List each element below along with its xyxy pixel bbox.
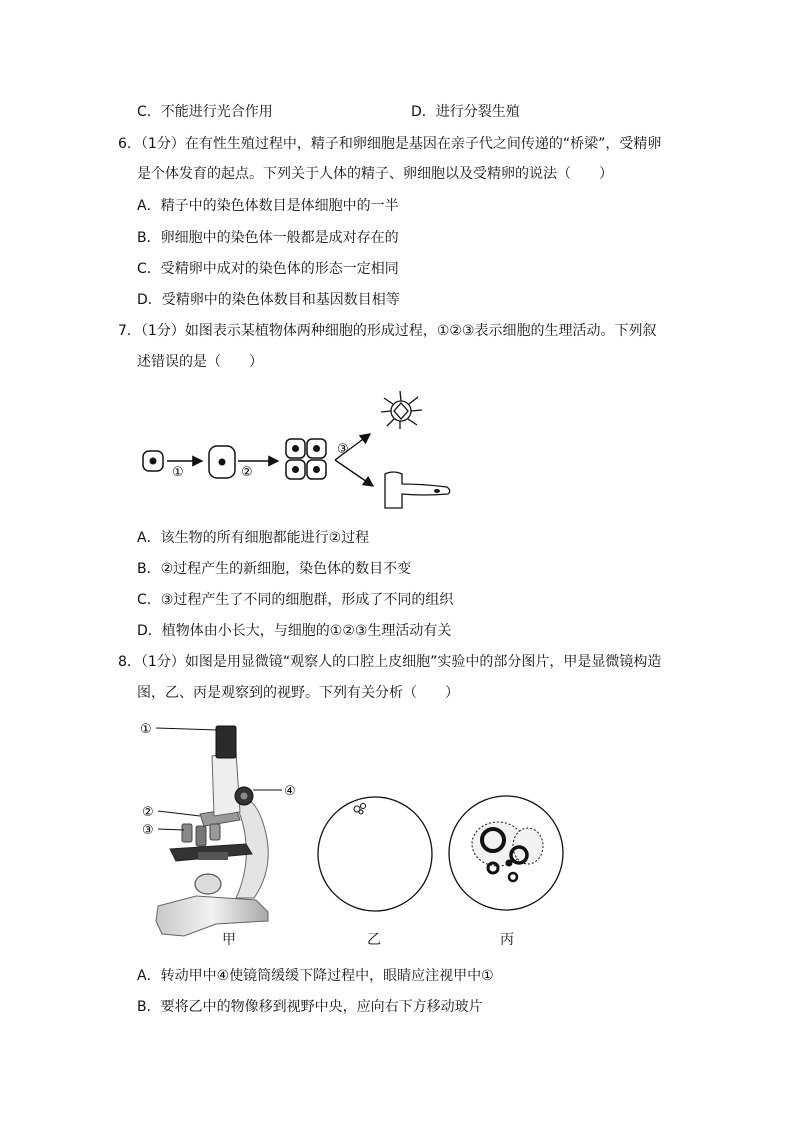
view-yi-field [318,797,432,911]
caption-jia: 甲 [222,932,236,948]
q7-specialized-cell-star [381,391,422,429]
q7-arrow-3-down [335,460,373,486]
microscope-illustration [156,726,282,936]
microscope-label-2: ② [142,805,154,820]
q7-option-b: B．②过程产生的新细胞，染色体的数目不变 [137,561,412,577]
q5-option-d: D．进行分裂生殖 [411,104,520,120]
q8-stem-line2: 图，乙、丙是观察到的视野。下列有关分析（ ） [137,685,459,701]
microscope-label-3: ③ [142,823,154,838]
q7-grown-cell-nucleus [219,459,226,466]
q8-figure [136,716,576,956]
q8-option-b: B．要将乙中的物像移到视野中央，应向右下方移动玻片 [137,999,483,1015]
q6-option-b: B．卵细胞中的染色体一般都是成对存在的 [137,230,399,246]
q8-stem-line1: 8．（1分）如图是用显微镜“观察人的口腔上皮细胞”实验中的部分图片，甲是显微镜构造 [118,654,662,670]
q6-option-c: C．受精卵中成对的染色体的形态一定相同 [137,261,399,277]
q7-step-1-label: ① [172,465,184,480]
q7-step-3-label: ③ [337,442,349,457]
caption-yi: 乙 [367,932,381,948]
microscope-label-4: ④ [284,784,296,799]
q7-option-a: A．该生物的所有细胞都能进行②过程 [137,530,370,546]
caption-bing: 丙 [500,932,514,948]
q5-option-c: C．不能进行光合作用 [137,104,273,120]
q7-option-d: D．植物体由小长大，与细胞的①②③生理活动有关 [137,623,452,639]
q8-option-a: A．转动甲中④使镜筒缓缓下降过程中，眼睛应注视甲中① [137,968,494,984]
q7-single-cell-nucleus [150,458,157,465]
q7-specialized-cell-elongated [385,472,450,508]
q7-elongated-cell-nucleus [434,489,440,493]
q7-cell-diagram [138,388,458,513]
q7-stem-line2: 述错误的是（ ） [137,354,263,370]
microscope-label-1: ① [140,722,152,737]
q6-option-d: D．受精卵中的染色体数目和基因数目相等 [137,292,400,308]
q6-stem-line2: 是个体发育的起点。下列关于人体的精子、卵细胞以及受精卵的说法（ ） [137,166,613,182]
q6-option-a: A．精子中的染色体数目是体细胞中的一半 [137,198,399,214]
q7-four-cells [286,439,326,479]
q6-stem-line1: 6．（1分）在有性生殖过程中，精子和卵细胞是基因在亲子代之间传递的“桥梁”，受精卵 [118,136,662,152]
q7-option-c: C．③过程产生了不同的细胞群，形成了不同的组织 [137,592,454,608]
q7-stem-line1: 7．（1分）如图表示某植物体两种细胞的形成过程，①②③表示细胞的生理活动。下列叙 [118,323,657,339]
q7-step-2-label: ② [241,465,253,480]
